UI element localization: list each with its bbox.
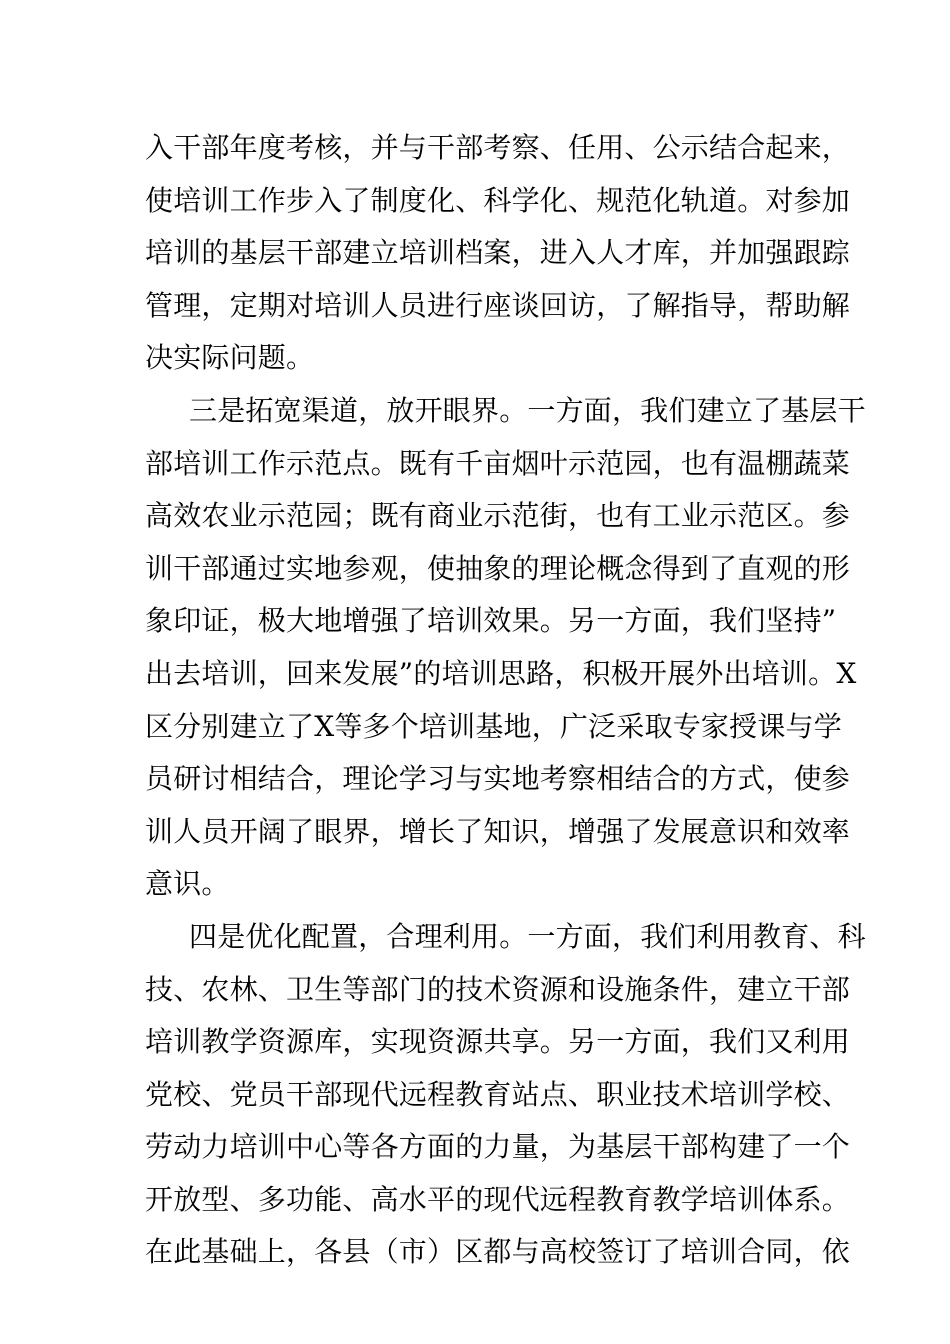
document-body <box>145 122 866 1279</box>
text-line: 出去培训，回来发展”的培训思路，积极开展外出培训。X <box>145 656 857 690</box>
paragraph-four <box>145 911 866 1279</box>
text-line: 部培训工作示范点。既有千亩烟叶示范园，也有温棚蔬菜 <box>145 446 851 480</box>
text-line: 四是优化配置，合理利用。一方面，我们利用教育、科 <box>189 919 866 953</box>
text-line: 决实际问题。 <box>145 341 315 375</box>
text-line: 训人员开阔了眼界，增长了知识，增强了发展意识和效率 <box>145 814 851 848</box>
paragraph-three <box>145 385 866 911</box>
text-line: 开放型、多功能、高水平的现代远程教育教学培训体系。 <box>145 1182 851 1216</box>
text-line: 三是拓宽渠道，放开眼界。一方面，我们建立了基层干 <box>189 393 866 427</box>
text-line: 入干部年度考核，并与干部考察、任用、公示结合起来， <box>145 131 851 164</box>
text-line: 区分别建立了X等多个培训基地，广泛采取专家授课与学 <box>145 709 842 743</box>
text-line: 培训教学资源库，实现资源共享。另一方面，我们又利用 <box>145 1025 851 1059</box>
text-line: 高效农业示范园；既有商业示范街，也有工业示范区。参 <box>145 499 851 533</box>
text-line: 培训的基层干部建立培训档案，进入人才库，并加强跟踪 <box>145 236 851 270</box>
text-line: 意识。 <box>145 867 230 901</box>
text-line: 党校、党员干部现代远程教育站点、职业技术培训学校、 <box>145 1077 851 1111</box>
text-line: 员研讨相结合，理论学习与实地考察相结合的方式，使参 <box>145 762 851 796</box>
paragraph-continued <box>145 122 851 385</box>
text-line: 象印证，极大地增强了培训效果。另一方面，我们坚持” <box>145 604 837 638</box>
text-line: 使培训工作步入了制度化、科学化、规范化轨道。对参加 <box>145 183 851 217</box>
text-line: 技、农林、卫生等部门的技术资源和设施条件，建立干部 <box>145 972 851 1006</box>
text-line: 在此基础上，各县（市）区都与高校签订了培训合同，依 <box>145 1235 851 1269</box>
text-line: 训干部通过实地参观，使抽象的理论概念得到了直观的形 <box>145 551 851 585</box>
text-line: 管理，定期对培训人员进行座谈回访，了解指导，帮助解 <box>145 288 851 322</box>
text-line: 劳动力培训中心等各方面的力量，为基层干部构建了一个 <box>145 1130 851 1164</box>
